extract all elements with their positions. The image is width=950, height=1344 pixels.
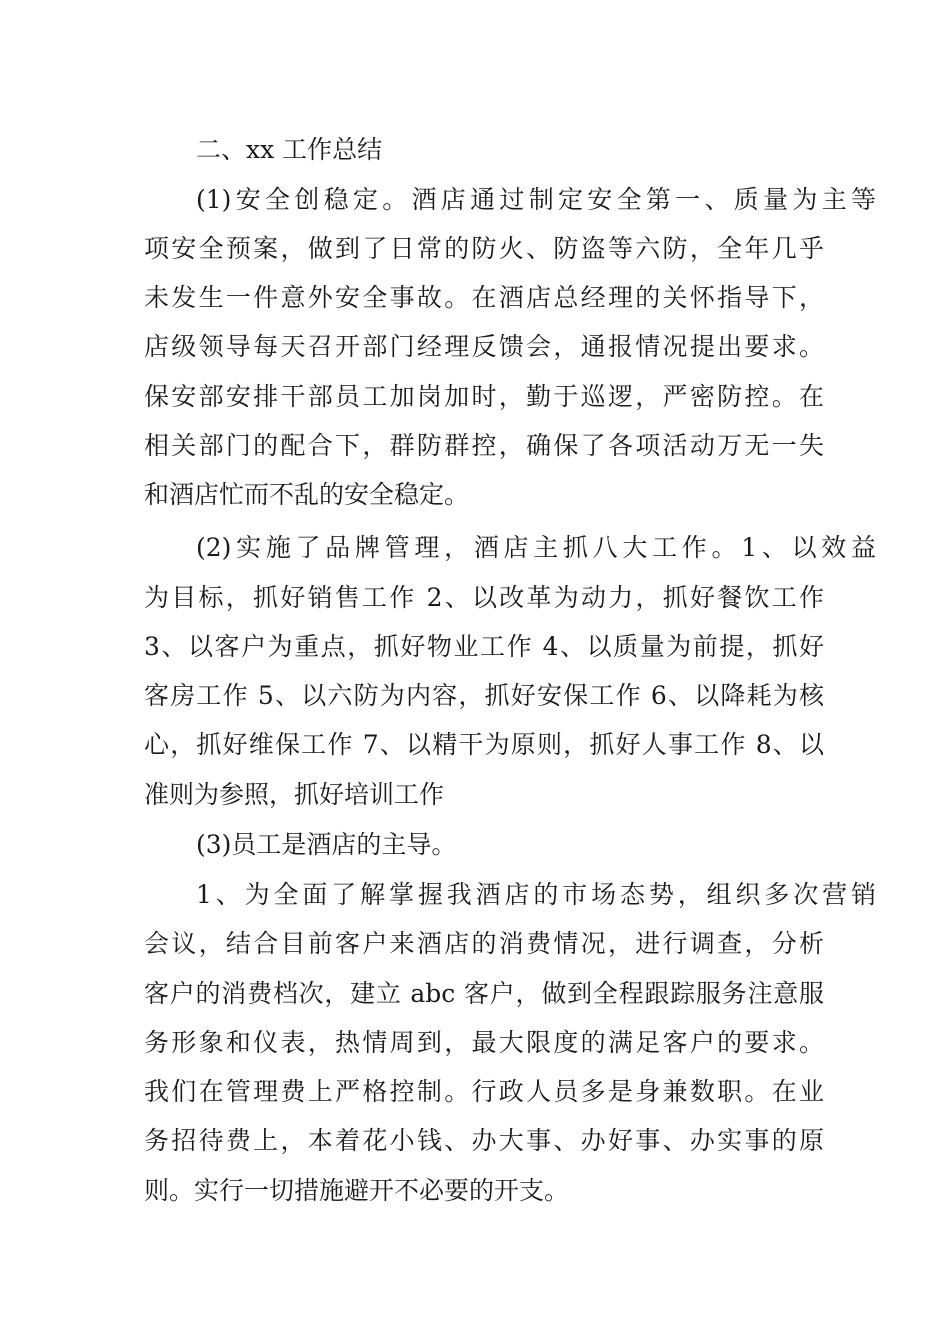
paragraph-safety-line: 和酒店忙而不乱的安全稳定。 [144,480,470,509]
paragraph-marketing-line: 我们在管理费上严格控制。行政人员多是身兼数职。在业 [144,1077,824,1106]
paragraph-safety-line: 相关部门的配合下，群防群控，确保了各项活动万无一失 [144,431,824,460]
paragraph-marketing-line: 则。实行一切措施避开不必要的开支。 [144,1176,570,1205]
paragraph-safety-line: 店级领导每天召开部门经理反馈会，通报情况提出要求。 [144,332,824,361]
paragraph-safety-line: (1)安全创稳定。酒店通过制定安全第一、质量为主等 [196,185,876,214]
paragraph-marketing-line: 务形象和仪表，热情周到，最大限度的满足客户的要求。 [144,1028,824,1057]
section-heading: 二、xx 工作总结 [196,135,383,164]
paragraph-brand-line: 客房工作 5、以六防为内容，抓好安保工作 6、以降耗为核 [144,681,824,710]
paragraph-safety-line: 保安部安排干部员工加岗加时，勤于巡逻，严密防控。在 [144,382,824,411]
paragraph-marketing-line: 客户的消费档次，建立 abc 客户，做到全程跟踪服务注意服 [144,979,824,1008]
paragraph-brand-line: (2)实施了品牌管理，酒店主抓八大工作。1、以效益 [196,533,876,562]
paragraph-brand-line: 为目标，抓好销售工作 2、以改革为动力，抓好餐饮工作 [144,583,824,612]
paragraph-safety-line: 项安全预案，做到了日常的防火、防盗等六防，全年几乎 [144,234,824,263]
paragraph-brand-line: 准则为参照，抓好培训工作 [144,780,445,809]
paragraph-staff-line: (3)员工是酒店的主导。 [196,830,457,859]
paragraph-marketing-line: 务招待费上，本着花小钱、办大事、办好事、办实事的原 [144,1126,824,1155]
paragraph-marketing-line: 1、为全面了解掌握我酒店的市场态势，组织多次营销 [196,880,876,909]
paragraph-brand-line: 心，抓好维保工作 7、以精干为原则，抓好人事工作 8、以 [144,730,824,759]
paragraph-safety-line: 未发生一件意外安全事故。在酒店总经理的关怀指导下， [144,283,824,312]
paragraph-brand-line: 3、以客户为重点，抓好物业工作 4、以质量为前提，抓好 [144,632,824,661]
paragraph-marketing-line: 会议，结合目前客户来酒店的消费情况，进行调查，分析 [144,929,824,958]
